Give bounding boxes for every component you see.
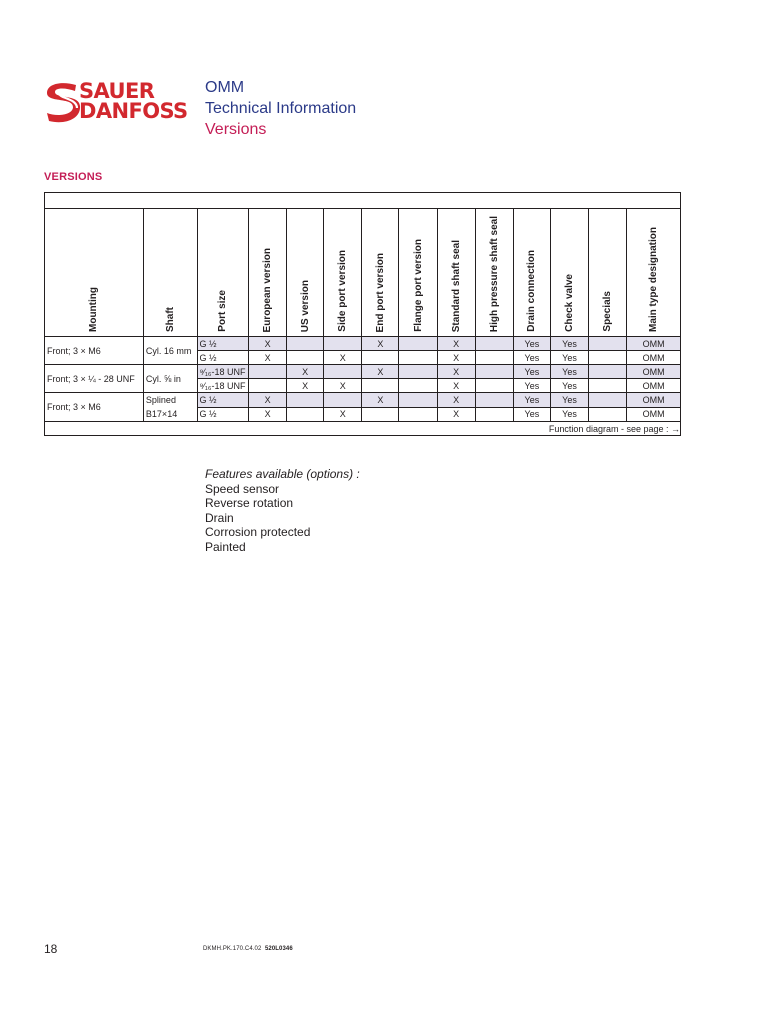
flange-cell [399, 393, 437, 408]
main-cell: OMM [627, 337, 681, 351]
shaft-cell [143, 393, 197, 422]
main-cell: OMM [627, 393, 681, 408]
check-cell: Yes [550, 393, 588, 408]
header-titles [205, 77, 356, 140]
side-cell [324, 365, 362, 379]
eu-cell: X [249, 337, 287, 351]
end-cell [362, 407, 399, 422]
column-header-label: Mounting [88, 287, 100, 332]
flange-cell [399, 351, 437, 365]
check-cell: Yes [550, 337, 588, 351]
column-header [287, 209, 324, 337]
us-cell [287, 393, 324, 408]
column-header [513, 209, 550, 337]
mounting-cell: Front; 3 × ¼ - 28 UNF [45, 365, 144, 393]
end-cell: X [362, 365, 399, 379]
eu-cell: X [249, 351, 287, 365]
column-header-label: Flange port version [412, 239, 424, 332]
versions-table [44, 192, 681, 436]
shaft-line-2: B17×14 [145, 409, 178, 419]
us-cell [287, 337, 324, 351]
feature-item: Reverse rotation [205, 496, 294, 511]
column-header [197, 209, 249, 337]
hp-cell [475, 393, 513, 408]
drain-cell: Yes [513, 337, 550, 351]
column-header-label: High pressure shaft seal [488, 215, 500, 332]
drain-cell: Yes [513, 407, 550, 422]
hp-cell [475, 407, 513, 422]
column-header [143, 209, 197, 337]
side-cell [324, 393, 362, 408]
column-header [45, 209, 144, 337]
flange-cell [399, 365, 437, 379]
main-cell: OMM [627, 351, 681, 365]
spec-cell [589, 379, 627, 393]
document-code [203, 946, 293, 952]
port-cell: G ½ [197, 393, 249, 408]
us-cell [287, 407, 324, 422]
column-header-label: Port size [217, 290, 229, 332]
end-cell: X [362, 337, 399, 351]
check-cell: Yes [550, 365, 588, 379]
hp-cell [475, 379, 513, 393]
column-header [324, 209, 362, 337]
table-row [45, 365, 681, 379]
column-header-label: Specials [602, 291, 614, 332]
side-cell: X [324, 351, 362, 365]
table-row [45, 393, 681, 408]
features-list [205, 482, 360, 555]
column-header-label: Check valve [563, 274, 575, 332]
table-footer-row [45, 422, 681, 436]
port-cell: G ½ [197, 351, 249, 365]
end-cell [362, 379, 399, 393]
column-header-label: Main type designation [648, 226, 660, 332]
shaft-cell: Cyl. ⅝ in [143, 365, 197, 393]
column-header-label: US version [299, 279, 311, 332]
column-header-label: European version [262, 247, 274, 332]
logo-wordmark [79, 81, 188, 121]
main-cell: OMM [627, 365, 681, 379]
column-header [550, 209, 588, 337]
feature-item: Drain [205, 510, 234, 525]
document-code-main: DKMH.PK.170.C4.02 [203, 946, 262, 952]
check-cell: Yes [550, 351, 588, 365]
main-cell: OMM [627, 379, 681, 393]
main-cell: OMM [627, 407, 681, 422]
us-cell: X [287, 379, 324, 393]
features-block [205, 467, 360, 555]
eu-cell [249, 365, 287, 379]
column-header [362, 209, 399, 337]
feature-item: Painted [205, 539, 246, 554]
features-title: Features available (options) : [205, 467, 360, 481]
spec-cell [589, 365, 627, 379]
spec-cell [589, 393, 627, 408]
spec-cell [589, 337, 627, 351]
mounting-cell: Front; 3 × M6 [45, 393, 144, 422]
drain-cell: Yes [513, 379, 550, 393]
eu-cell: X [249, 407, 287, 422]
flange-cell [399, 407, 437, 422]
column-header-label: Drain connection [526, 250, 538, 332]
feature-item: Speed sensor [205, 481, 280, 496]
check-cell: Yes [550, 379, 588, 393]
end-cell: X [362, 393, 399, 408]
std-cell: X [437, 407, 475, 422]
column-header [249, 209, 287, 337]
port-cell: ⁹⁄₁₆-18 UNF [197, 379, 249, 393]
eu-cell [249, 379, 287, 393]
shaft-cell: Cyl. 16 mm [143, 337, 197, 365]
port-cell: ⁹⁄₁₆-18 UNF [197, 365, 249, 379]
eu-cell: X [249, 393, 287, 408]
logo-s-mark-icon [43, 80, 81, 124]
side-cell: X [324, 379, 362, 393]
product-title: OMM [205, 79, 245, 96]
hp-cell [475, 351, 513, 365]
function-diagram-note: Function diagram - see page : → [45, 422, 681, 436]
column-header [399, 209, 437, 337]
side-cell [324, 337, 362, 351]
logo-line-2: DANFOSS [79, 99, 188, 123]
column-header-label: Standard shaft seal [450, 239, 462, 332]
logo-line-1: SAUER [79, 79, 155, 103]
port-cell: G ½ [197, 407, 249, 422]
us-cell: X [287, 365, 324, 379]
column-header-label: Shaft [164, 307, 176, 332]
feature-item: Corrosion protected [205, 525, 311, 540]
doc-type-title: Technical Information [205, 100, 357, 117]
flange-cell [399, 379, 437, 393]
column-header-label: End port version [374, 252, 386, 332]
drain-cell: Yes [513, 393, 550, 408]
std-cell: X [437, 351, 475, 365]
section-heading: VERSIONS [44, 171, 103, 183]
drain-cell: Yes [513, 365, 550, 379]
check-cell: Yes [550, 407, 588, 422]
table-header-row [45, 209, 681, 337]
sauer-danfoss-logo [43, 80, 193, 124]
side-cell: X [324, 407, 362, 422]
std-cell: X [437, 379, 475, 393]
document-code-bold: 520L0346 [264, 946, 293, 952]
spec-cell [589, 407, 627, 422]
drain-cell: Yes [513, 351, 550, 365]
flange-cell [399, 337, 437, 351]
port-cell: G ½ [197, 337, 249, 351]
column-header [437, 209, 475, 337]
section-title: Versions [205, 121, 267, 138]
column-header-label: Side port version [337, 250, 349, 332]
page-number: 18 [44, 942, 58, 956]
mounting-cell: Front; 3 × M6 [45, 337, 144, 365]
shaft-line-1: Splined [145, 395, 176, 405]
column-header [627, 209, 681, 337]
hp-cell [475, 365, 513, 379]
std-cell: X [437, 337, 475, 351]
us-cell [287, 351, 324, 365]
std-cell: X [437, 365, 475, 379]
std-cell: X [437, 393, 475, 408]
table-caption-row [45, 193, 681, 209]
column-header [475, 209, 513, 337]
spec-cell [589, 351, 627, 365]
hp-cell [475, 337, 513, 351]
table-row [45, 337, 681, 351]
end-cell [362, 351, 399, 365]
column-header [589, 209, 627, 337]
